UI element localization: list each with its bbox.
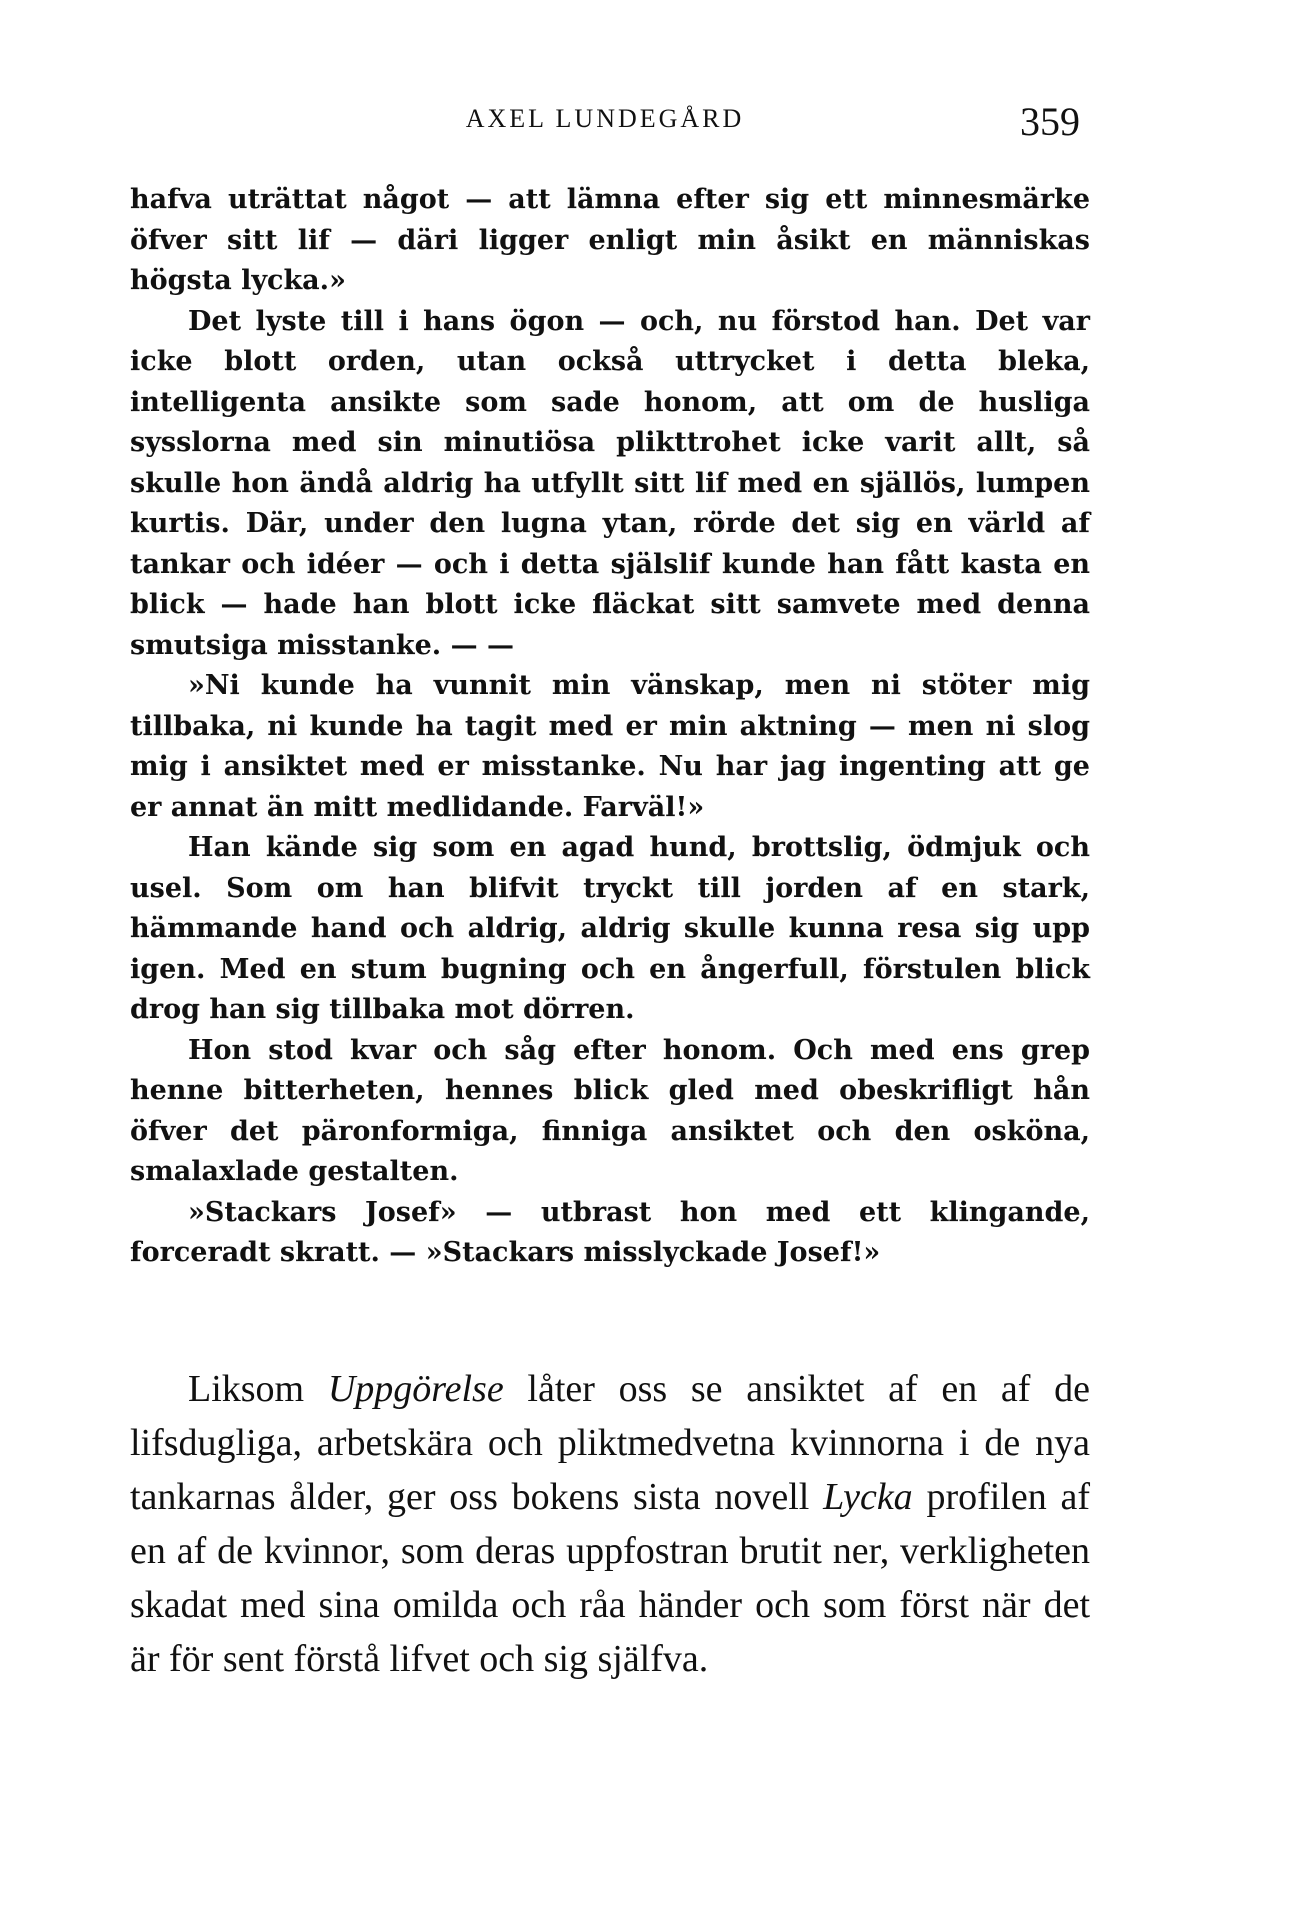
commentary-text-part: profilen af en af de kvinnor, som deras uppfostran brutit ner, verkligheten skadat med sina omilda och råa händer och som först när det är för sent förstå lifvet och sig själfva. [130,1476,1091,1680]
book-title-uppgorelse: Uppgörelse [327,1368,504,1410]
story-paragraph: »Stackars Josef» — utbrast hon med ett klingande, forceradt skratt. — »Stackars misslyckade Josef!» [130,1196,1090,1268]
commentary-text-part: låter oss se ansiktet af en af de lifsdugliga, arbetskära och pliktmedvetna kvinnorna i de nya tankarnas ålder, ger oss bokens sista novell [130,1368,1090,1518]
commentary-paragraph [130,1362,1090,1686]
story-paragraph: Det lyste till i hans ögon — och, nu förstod han. Det var icke blott orden, utan också uttrycket i detta bleka, intelligenta ansikte som sade honom, att om de husliga sysslorna med sin minutiösa plikttrohet icke varit allt, så skulle hon ändå aldrig ha utfyllt sitt lif med en själlös, lumpen kurtis. Där, under den lugna ytan, rörde det sig en värld af tankar och idéer — och i detta själslif kunde han fått kasta en blick — hade han blott icke fläckat sitt samvete med denna smutsiga misstanke. — — [130,305,1090,661]
commentary-text [130,1362,1090,1686]
story-paragraph: Han kände sig som en agad hund, brottslig, ödmjuk och usel. Som om han blifvit tryckt till jorden af en stark, hämmande hand och aldrig, aldrig skulle kunna resa sig upp igen. Med en stum bugning och en ångerfull, förstulen blick drog han sig tillbaka mot dörren. [130,832,1090,1025]
quoted-story-text [130,180,1090,1274]
commentary-text-part: Liksom [188,1368,328,1410]
running-head: AXEL LUNDEGÅRD [465,104,745,133]
story-paragraph: Hon stod kvar och såg efter honom. Och med ens grep henne bitterheten, hennes blick gled med obeskrifligt hån öfver det päronformiga, finniga ansiktet och den osköna, smalaxlade gestalten. [130,1034,1090,1187]
story-paragraph: hafva uträttat något — att lämna efter sig ett minnesmärke öfver sitt lif — däri ligger enligt min åsikt en människas högsta lycka.» [130,184,1090,296]
book-title-lycka: Lycka [823,1476,913,1518]
page-header [130,99,1080,154]
page-number: 359 [1020,99,1080,144]
story-paragraph: »Ni kunde ha vunnit min vänskap, men ni stöter mig tillbaka, ni kunde ha tagit med er min aktning — men ni slog mig i ansiktet med er misstanke. Nu har jag ingenting att ge er annat än mitt medlidande. Farväl!» [130,670,1090,823]
